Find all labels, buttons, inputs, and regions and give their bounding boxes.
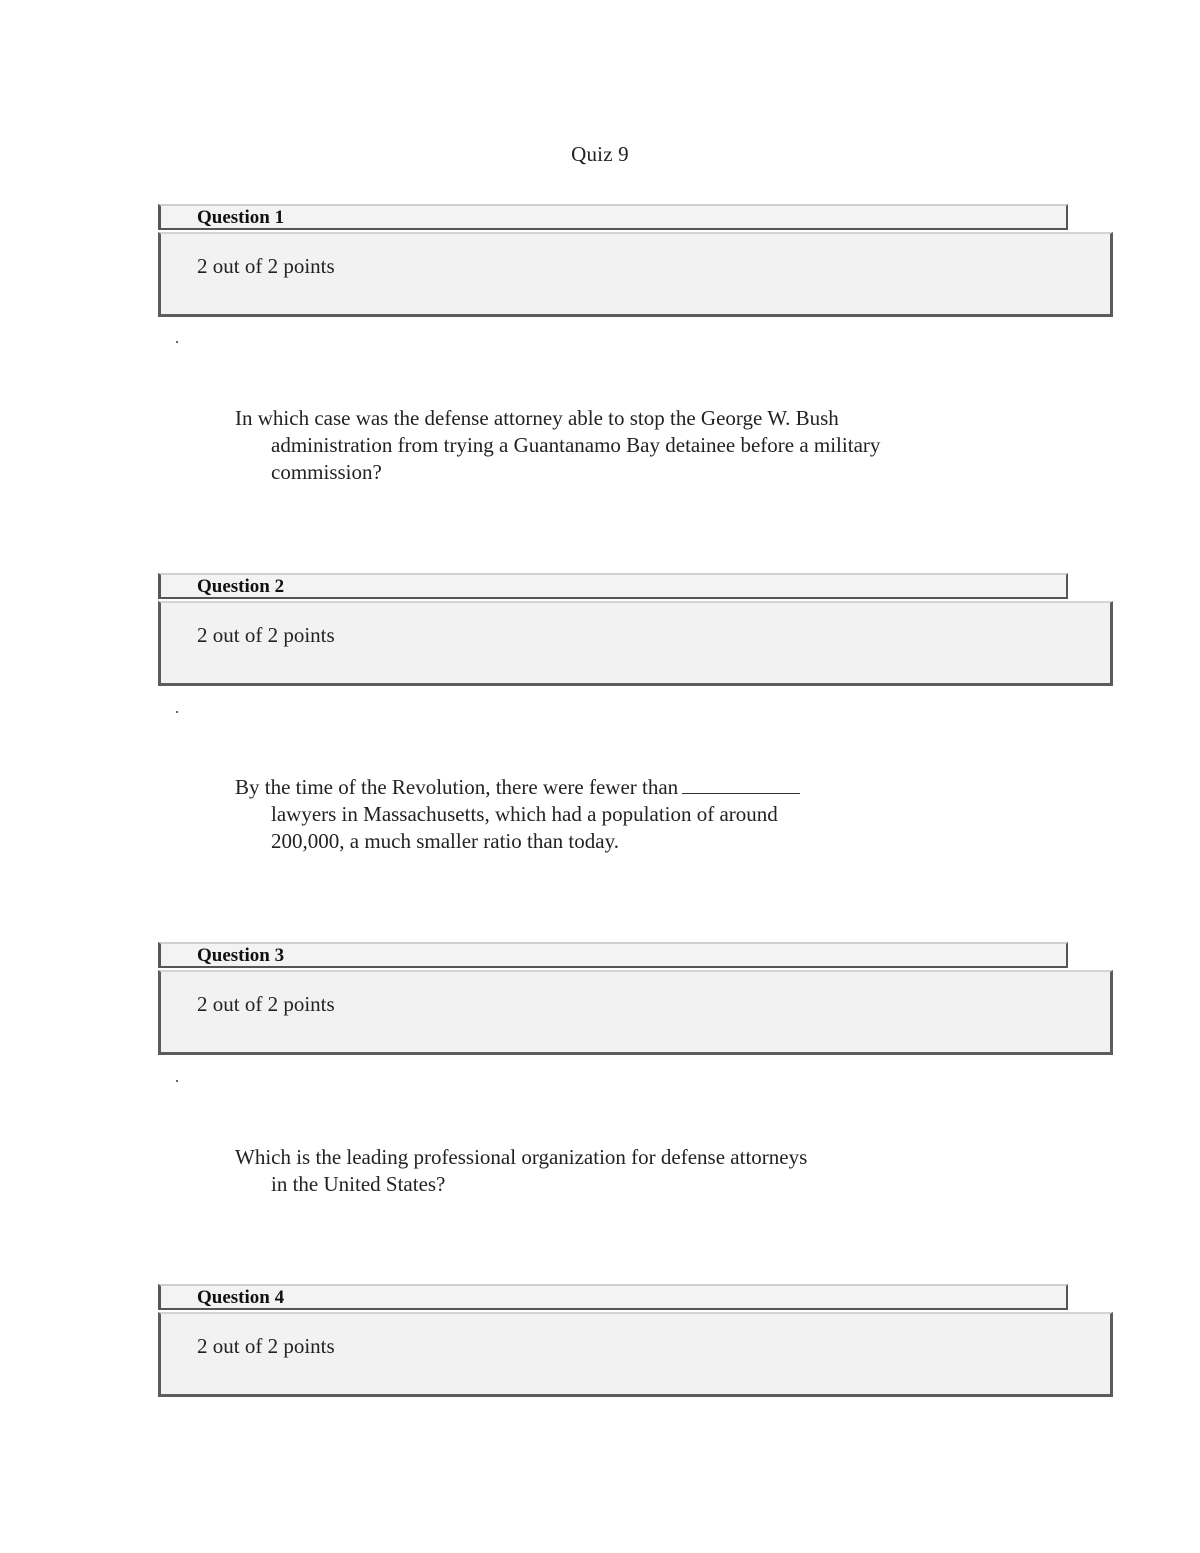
question-text-line: in the United States? (271, 1172, 446, 1196)
question-header (158, 573, 1068, 599)
score-box (158, 970, 1113, 1055)
question-header (158, 1284, 1068, 1310)
question-text-line: Which is the leading professional organization for defense attorneys (235, 1145, 808, 1169)
bullet-dot (176, 711, 178, 713)
score-text: 2 out of 2 points (197, 1334, 335, 1358)
question-text-3 (235, 1144, 975, 1198)
question-text-2 (235, 774, 975, 855)
bullet-dot (176, 1080, 178, 1082)
question-header-label: Question 3 (197, 945, 285, 966)
answer-blank (682, 775, 800, 794)
question-text-line: lawyers in Massachusetts, which had a population of around (271, 802, 778, 826)
question-block-4 (158, 1284, 1113, 1398)
question-text-line: By the time of the Revolution, there were fewer than (235, 775, 679, 799)
score-box (158, 1312, 1113, 1397)
score-text: 2 out of 2 points (197, 254, 335, 278)
question-text-line: commission? (271, 460, 382, 484)
score-box (158, 232, 1113, 317)
bullet-dot (176, 341, 178, 343)
question-text-1 (235, 405, 975, 486)
question-text-line: administration from trying a Guantanamo Bay detainee before a military (271, 433, 881, 457)
score-text: 2 out of 2 points (197, 623, 335, 647)
question-text-line: 200,000, a much smaller ratio than today. (271, 829, 619, 853)
question-header (158, 942, 1068, 968)
score-text: 2 out of 2 points (197, 992, 335, 1016)
question-block-3 (158, 942, 1113, 1056)
question-header-label: Question 2 (197, 576, 285, 597)
question-header-label: Question 4 (197, 1287, 285, 1308)
question-header (158, 204, 1068, 230)
question-text-line: In which case was the defense attorney able to stop the George W. Bush (235, 406, 839, 430)
score-box (158, 601, 1113, 686)
question-block-1 (158, 204, 1113, 318)
question-header-label: Question 1 (197, 207, 285, 228)
question-block-2 (158, 573, 1113, 687)
quiz-title: Quiz 9 (571, 142, 629, 166)
